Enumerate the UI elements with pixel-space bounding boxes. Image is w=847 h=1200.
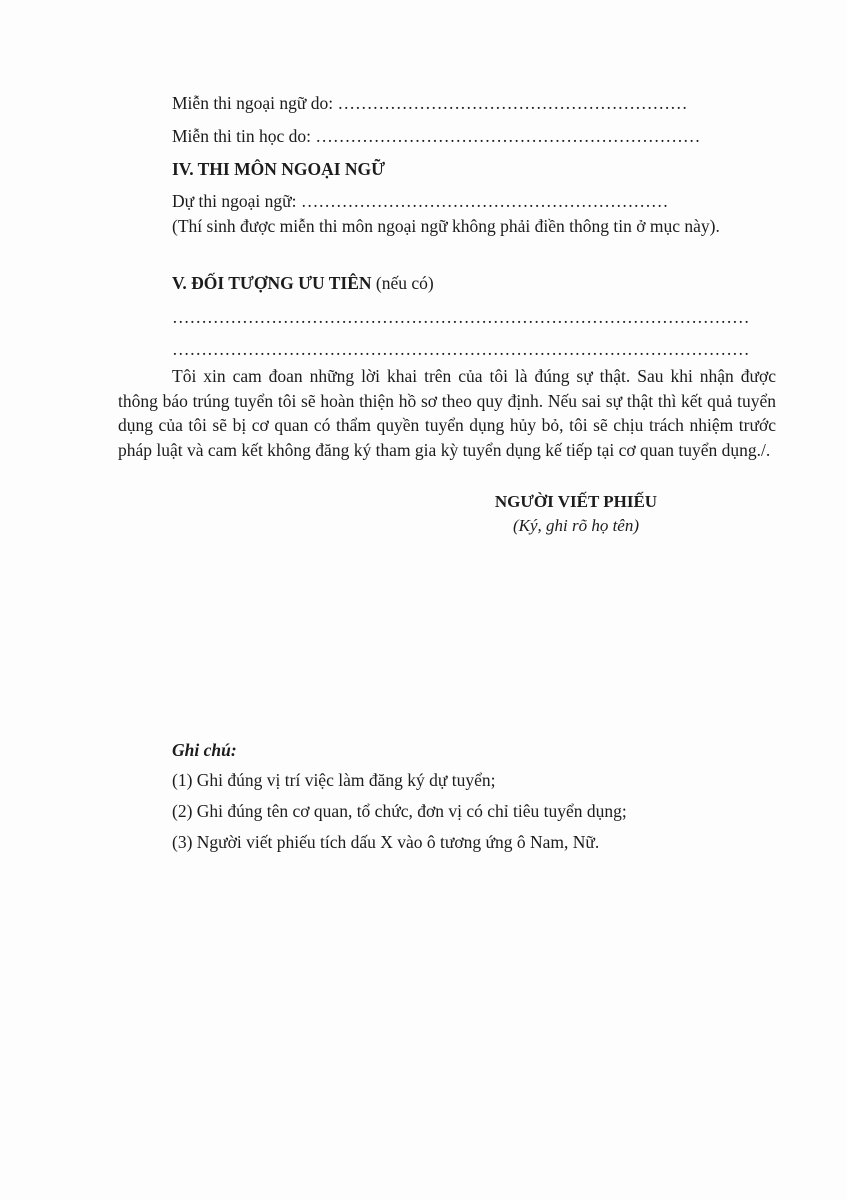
- note-item-3: (3) Người viết phiếu tích dấu X vào ô tương ứng ô Nam, Nữ.: [172, 832, 600, 852]
- exempt-language-line: Miễn thi ngoại ngữ do: ……………………………………………………: [172, 93, 688, 113]
- signature-title: NGƯỜI VIẾT PHIẾU: [494, 492, 658, 511]
- note-item-2: (2) Ghi đúng tên cơ quan, tổ chức, đơn vị có chỉ tiêu tuyển dụng;: [172, 801, 627, 821]
- signature-subtitle: (Ký, ghi rõ họ tên): [512, 516, 640, 535]
- notes-title: Ghi chú:: [172, 740, 237, 760]
- section-v-heading-text: V. ĐỐI TƯỢNG ƯU TIÊN: [172, 273, 372, 293]
- declaration-paragraph: Tôi xin cam đoan những lời khai trên của tôi là đúng sự thật. Sau khi nhận được thông báo trúng tuyển tôi sẽ hoàn thiện hồ sơ theo quy định. Nếu sai sự thật thì kết quả tuyển dụng của tôi sẽ bị cơ quan có thẩm quyền tuyển dụng hủy bỏ, tôi sẽ chịu trách nhiệm trước pháp luật và cam kết không đăng ký tham gia kỳ tuyển dụng kế tiếp tại cơ quan tuyển dụng./.: [118, 366, 776, 460]
- language-exempt-note: (Thí sinh được miễn thi môn ngoại ngữ không phải điền thông tin ở mục này).: [172, 216, 720, 236]
- section-v-heading-suffix: (nếu có): [375, 273, 434, 293]
- note-item-1: (1) Ghi đúng vị trí việc làm đăng ký dự tuyển;: [172, 770, 496, 790]
- section-iv-heading: IV. THI MÔN NGOẠI NGỮ: [172, 159, 386, 179]
- language-exam-line: Dự thi ngoại ngữ: ………………………………………………………: [172, 191, 669, 211]
- section-v-heading: [172, 272, 434, 294]
- exempt-it-line: Miễn thi tin học do: …………………………………………………………: [172, 126, 701, 146]
- priority-blank-line-1: ………………………………………………………………………………………: [172, 307, 750, 327]
- priority-blank-line-2: ………………………………………………………………………………………: [172, 339, 750, 359]
